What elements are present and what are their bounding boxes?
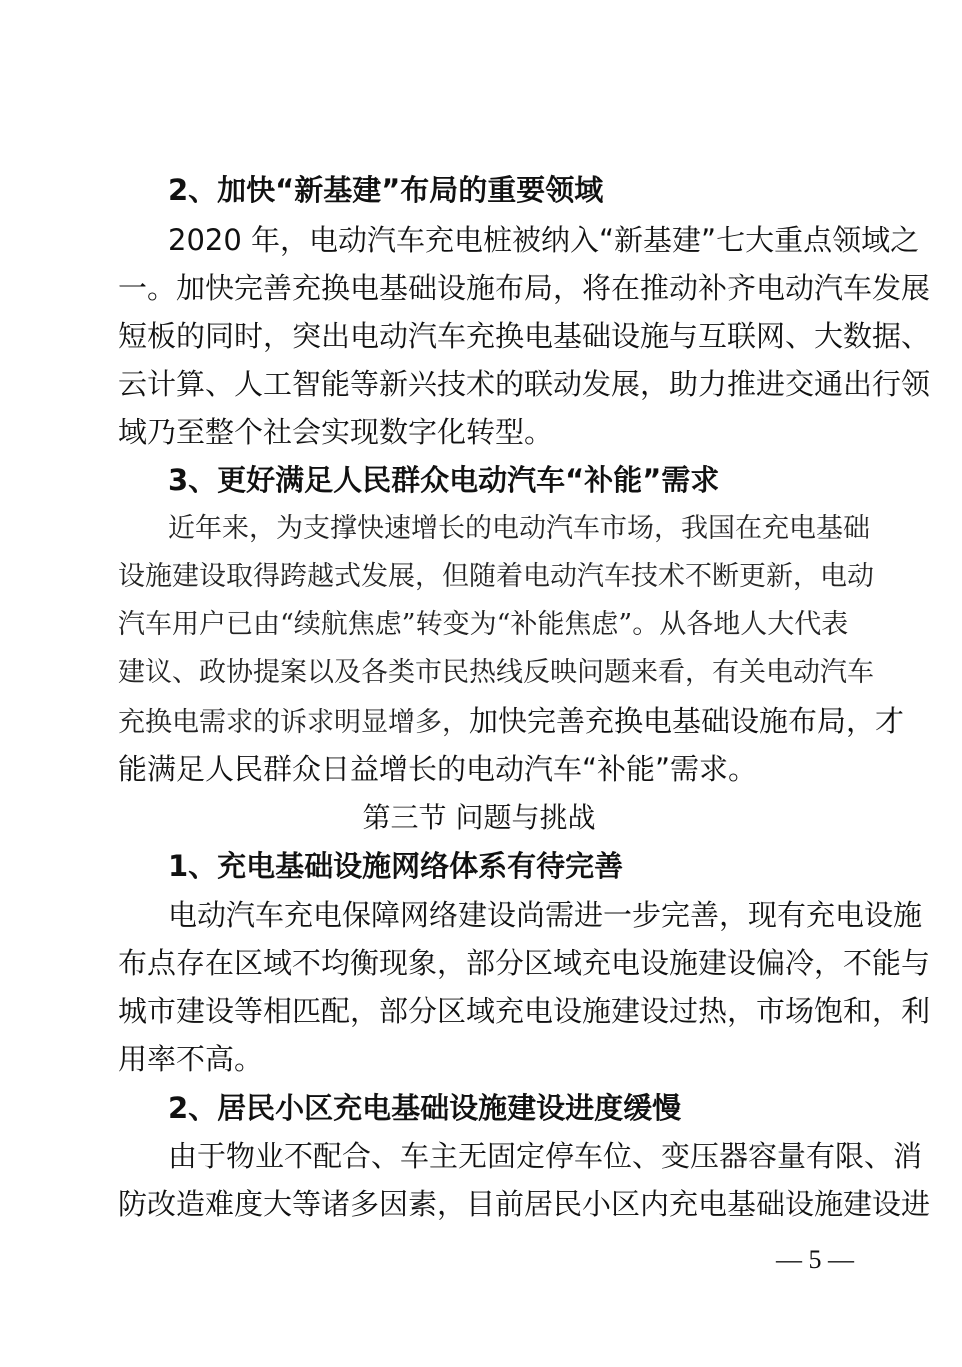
- paragraph-line: 建议、政协提案以及各类市民热线反映问题来看，有关电动汽车: [118, 657, 874, 688]
- paragraph-line: 设施建设取得跨越式发展，但随着电动汽车技术不断更新，电动: [118, 561, 874, 592]
- paragraph-line: 电动汽车充电保障网络建设尚需进一步完善，现有充电设施: [168, 898, 923, 932]
- paragraph-line: 汽车用户已由“续航焦虑”转变为“补能焦虑”。从各地人大代表: [118, 609, 849, 640]
- paragraph-line: 能满足人民群众日益增长的电动汽车“补能”需求。: [118, 752, 758, 786]
- paragraph-line: 城市建设等相匹配，部分区域充电设施建设过热，市场饱和，利: [118, 994, 931, 1028]
- paragraph-line: 2020 年，电动汽车充电桩被纳入“新基建”七大重点领域之: [168, 223, 920, 257]
- section-title: 第三节 问题与挑战: [362, 801, 596, 834]
- section-heading: 3、更好满足人民群众电动汽车“补能”需求: [168, 463, 720, 497]
- paragraph-line: 一。加快完善充换电基础设施布局，将在推动补齐电动汽车发展: [118, 271, 931, 305]
- paragraph-line: 防改造难度大等诸多因素，目前居民小区内充电基础设施建设进: [118, 1187, 931, 1221]
- paragraph-line: 域乃至整个社会实现数字化转型。: [118, 415, 554, 449]
- page-number: — 5 —: [776, 1245, 854, 1274]
- paragraph-line: 用率不高。: [118, 1042, 264, 1076]
- paragraph-line: 短板的同时，突出电动汽车充换电基础设施与互联网、大数据、: [118, 319, 931, 353]
- paragraph-line-mixed: [118, 697, 905, 745]
- section-heading: 2、加快“新基建”布局的重要领域: [168, 173, 604, 207]
- paragraph-line: 布点存在区域不均衡现象，部分区域充电设施建设偏冷，不能与: [118, 946, 931, 980]
- paragraph-line: 云计算、人工智能等新兴技术的联动发展，助力推进交通出行领: [118, 367, 931, 401]
- section-heading: 1、充电基础设施网络体系有待完善: [168, 849, 624, 883]
- section-heading: 2、居民小区充电基础设施建设进度缓慢: [168, 1091, 682, 1125]
- paragraph-fragment: 加快完善充换电基础设施布局，才: [469, 704, 905, 738]
- paragraph-fragment: 充换电需求的诉求明显增多，: [118, 707, 469, 738]
- paragraph-line: 由于物业不配合、车主无固定停车位、变压器容量有限、消: [168, 1139, 923, 1173]
- paragraph-line: 近年来，为支撑快速增长的电动汽车市场，我国在充电基础: [168, 513, 870, 544]
